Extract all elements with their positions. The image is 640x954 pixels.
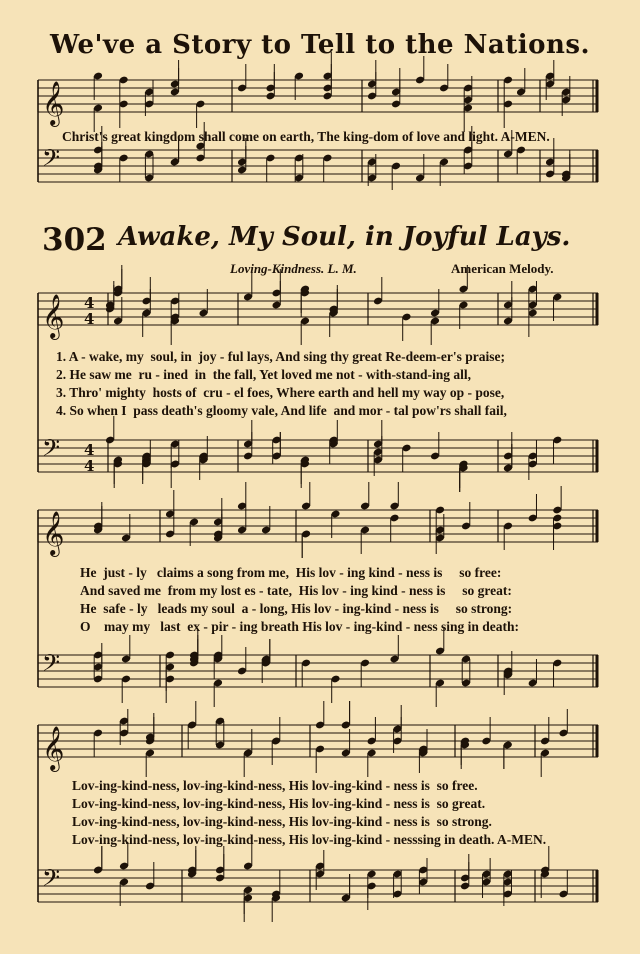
hymn-number: 302	[42, 222, 107, 258]
time-signature-bottom: 4	[84, 457, 95, 475]
time-signature-top: 4	[84, 441, 95, 459]
lyric-line: O may my last ex - pir - ing breath His lov - ing-kind - ness sing in death:	[80, 619, 520, 634]
lyric-line: And saved me from my lost es - tate, His lov - ing kind - ness is so great:	[80, 583, 512, 598]
lyric-line: Lov-ing-kind-ness, lov-ing-kind-ness, His lov-ing-kind - ness is so strong.	[72, 814, 492, 829]
lyric-line: He safe - ly leads my soul a - long, His lov - ing-kind - ness is so strong:	[80, 601, 513, 616]
treble-clef: 𝄞	[42, 726, 65, 770]
lyric-line: Lov-ing-kind-ness, lov-ing-kind-ness, His lov-ing-kind - ness is so free.	[72, 778, 478, 793]
lyric-line: 3. Thro' mighty hosts of cru - el foes, Where earth and hell my way op - pose,	[56, 385, 505, 400]
treble-clef: 𝄞	[42, 294, 65, 338]
bass-clef: 𝄢	[42, 434, 61, 467]
time-signature-bottom: 4	[84, 310, 95, 328]
composer-credit: American Melody.	[451, 261, 554, 276]
lyric-line: Lov-ing-kind-ness, lov-ing-kind-ness, His lov-ing-kind - nesssing in death. A-MEN.	[72, 832, 547, 847]
bass-clef: 𝄢	[42, 649, 61, 682]
treble-clef: 𝄞	[42, 511, 65, 555]
lyric-line: 4. So when I pass death's gloomy vale, And life and mor - tal pow'rs shall fail,	[56, 403, 507, 418]
lyric-line: Christ's great kingdom shall come on earth, The king-dom of love and light. A-MEN.	[62, 129, 550, 144]
lyric-line: He just - ly claims a song from me, His lov - ing kind - ness is so free:	[80, 565, 502, 580]
hymn-title: Awake, My Soul, in Joyful Lays.	[118, 222, 571, 252]
lyric-line: 2. He saw me ru - ined in the fall, Yet loved me not - with-stand-ing all,	[56, 367, 471, 382]
tune-name: Loving-Kindness. L. M.	[230, 261, 357, 276]
treble-clef: 𝄞	[42, 81, 65, 125]
bass-clef: 𝄢	[42, 144, 61, 177]
lyric-line: 1. A - wake, my soul, in joy - ful lays, And sing thy great Re-deem-er's praise;	[56, 349, 505, 364]
lyric-line: Lov-ing-kind-ness, lov-ing-kind-ness, His lov-ing-kind - ness is so great.	[72, 796, 486, 811]
bass-clef: 𝄢	[42, 864, 61, 897]
time-signature-top: 4	[84, 294, 95, 312]
hymn-title: We've a Story to Tell to the Nations.	[49, 30, 591, 60]
